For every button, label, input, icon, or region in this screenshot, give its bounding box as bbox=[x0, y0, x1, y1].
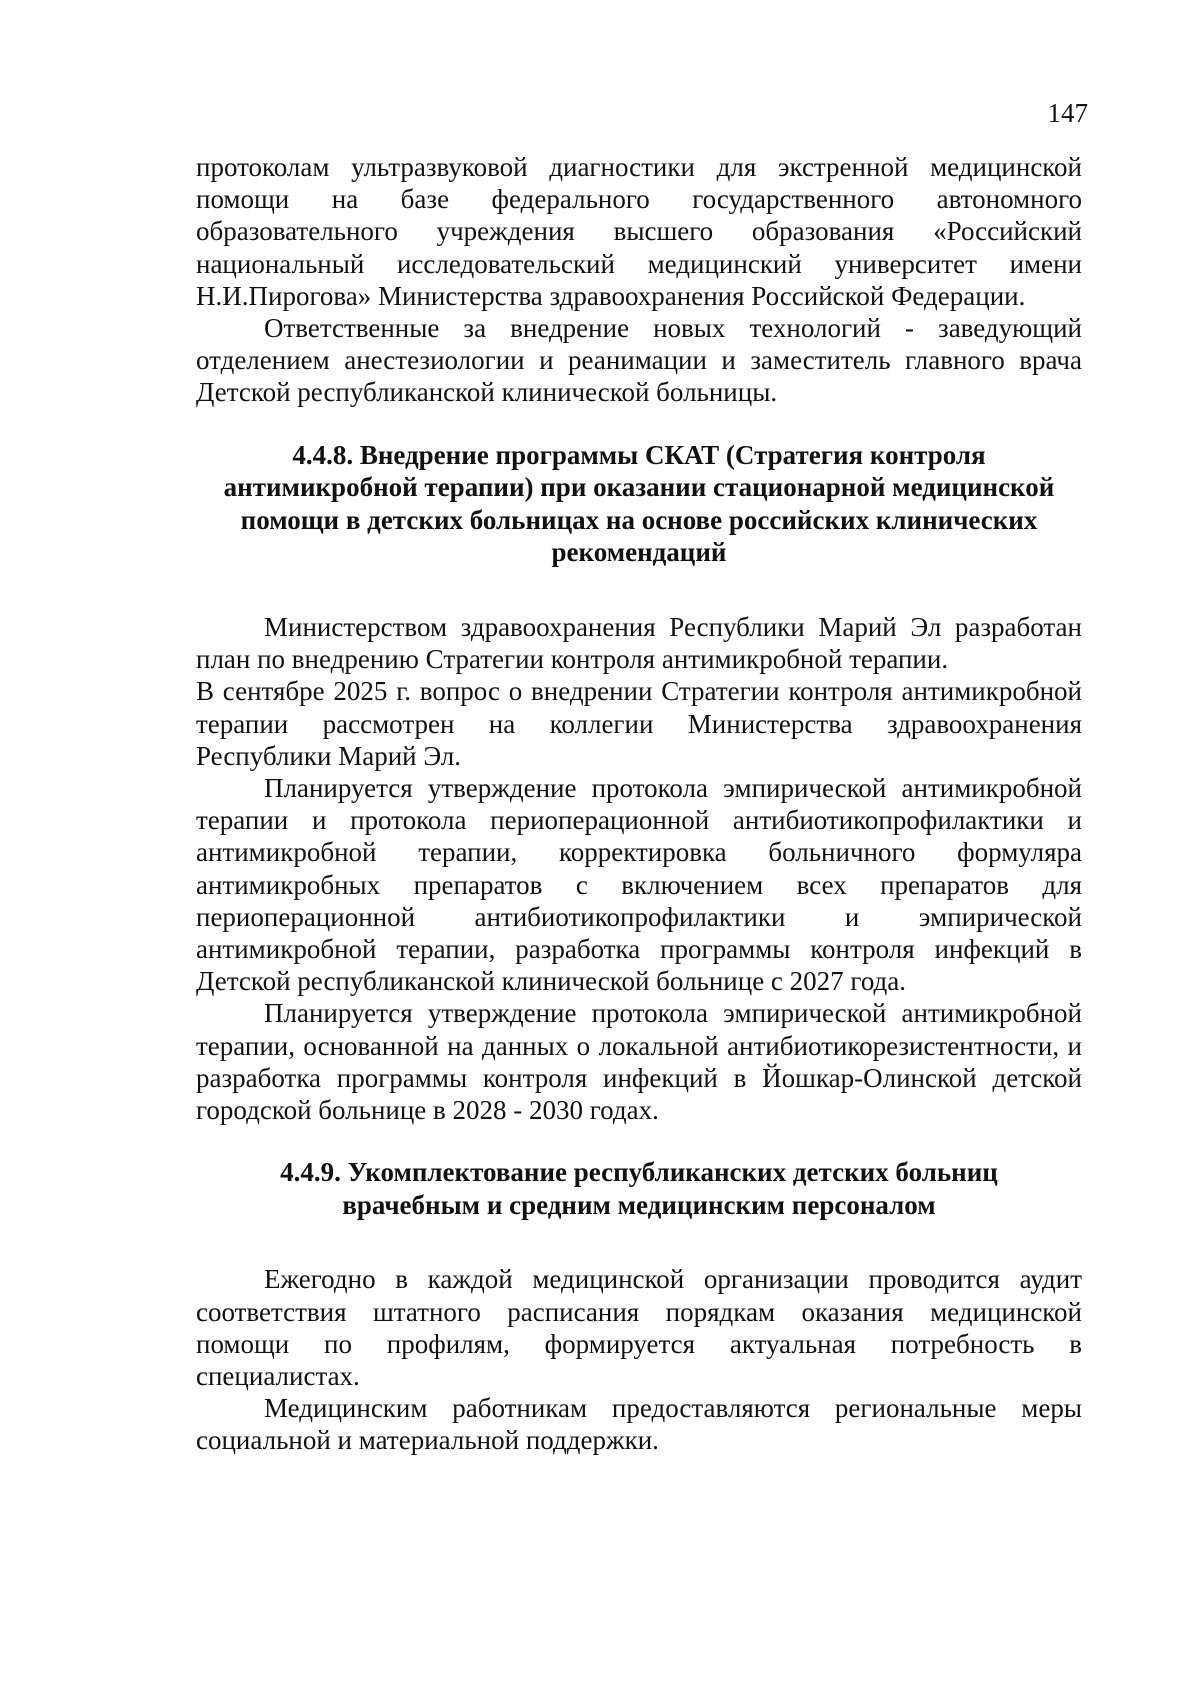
paragraph-planned-drc: Планируется утверждение протокола эмпирической антимикробной терапии и протокола периоперационной антибиотикопрофилактики и антимикробной терапии, корректировка больничного формуляра антимикробных препаратов с включением всех препаратов для периоперационной антибиотикопрофилактики и эмпирической антимикробной терапии, разработка программы контроля инфекций в Детской республиканской клинической больнице с 2027 года. bbox=[196, 773, 1082, 997]
page-number: 147 bbox=[1047, 98, 1088, 128]
paragraph-planned-yoshkar-ola: Планируется утверждение протокола эмпирической антимикробной терапии, основанной на данных о локальной антибиотикорезистентности, и разработка программы контроля инфекций в Йошкар-Олинской детской городской больнице в 2028 - 2030 годах. bbox=[196, 998, 1082, 1126]
document-body bbox=[196, 151, 1082, 1457]
paragraph-continued: протоколам ультразвуковой диагностики для экстренной медицинской помощи на базе федерального государственного автономного образовательного учреждения высшего образования «Российский национальный исследовательский медицинский университет имени Н.И.Пирогова» Министерства здравоохранения Российской Федерации. bbox=[196, 152, 1082, 311]
paragraph-support-measures: Медицинским работникам предоставляются региональные меры социальной и материальной поддержки. bbox=[196, 1393, 1082, 1456]
paragraph-september-2025: В сентябре 2025 г. вопрос о внедрении Стратегии контроля антимикробной терапии рассмотрен на коллегии Министерства здравоохранения Республики Марий Эл. bbox=[196, 676, 1082, 771]
section-heading-4-4-9 bbox=[196, 1156, 1082, 1221]
section-heading-4-4-8: 4.4.8. Внедрение программы СКАТ (Стратегия контроля антимикробной терапии) при оказании стационарной медицинской помощи в детских больницах на основе российских клинических рекомендаций bbox=[223, 439, 1055, 568]
section-heading-4-4-9-line1: 4.4.9. Укомплектование республиканских детских больниц bbox=[280, 1157, 998, 1188]
paragraph-responsible: Ответственные за внедрение новых технологий - заведующий отделением анестезиологии и реанимации и заместитель главного врача Детской республиканской клинической больницы. bbox=[196, 313, 1082, 408]
paragraph-audit: Ежегодно в каждой медицинской организации проводится аудит соответствия штатного расписания порядкам оказания медицинской помощи по профилям, формируется актуальная потребность в специалистах. bbox=[196, 1264, 1082, 1392]
section-heading-4-4-9-line2: врачебным и средним медицинским персоналом bbox=[342, 1189, 936, 1220]
paragraph-ministry-plan: Министерством здравоохранения Республики Марий Эл разработан план по внедрению Стратегии контроля антимикробной терапии. bbox=[196, 612, 1082, 675]
